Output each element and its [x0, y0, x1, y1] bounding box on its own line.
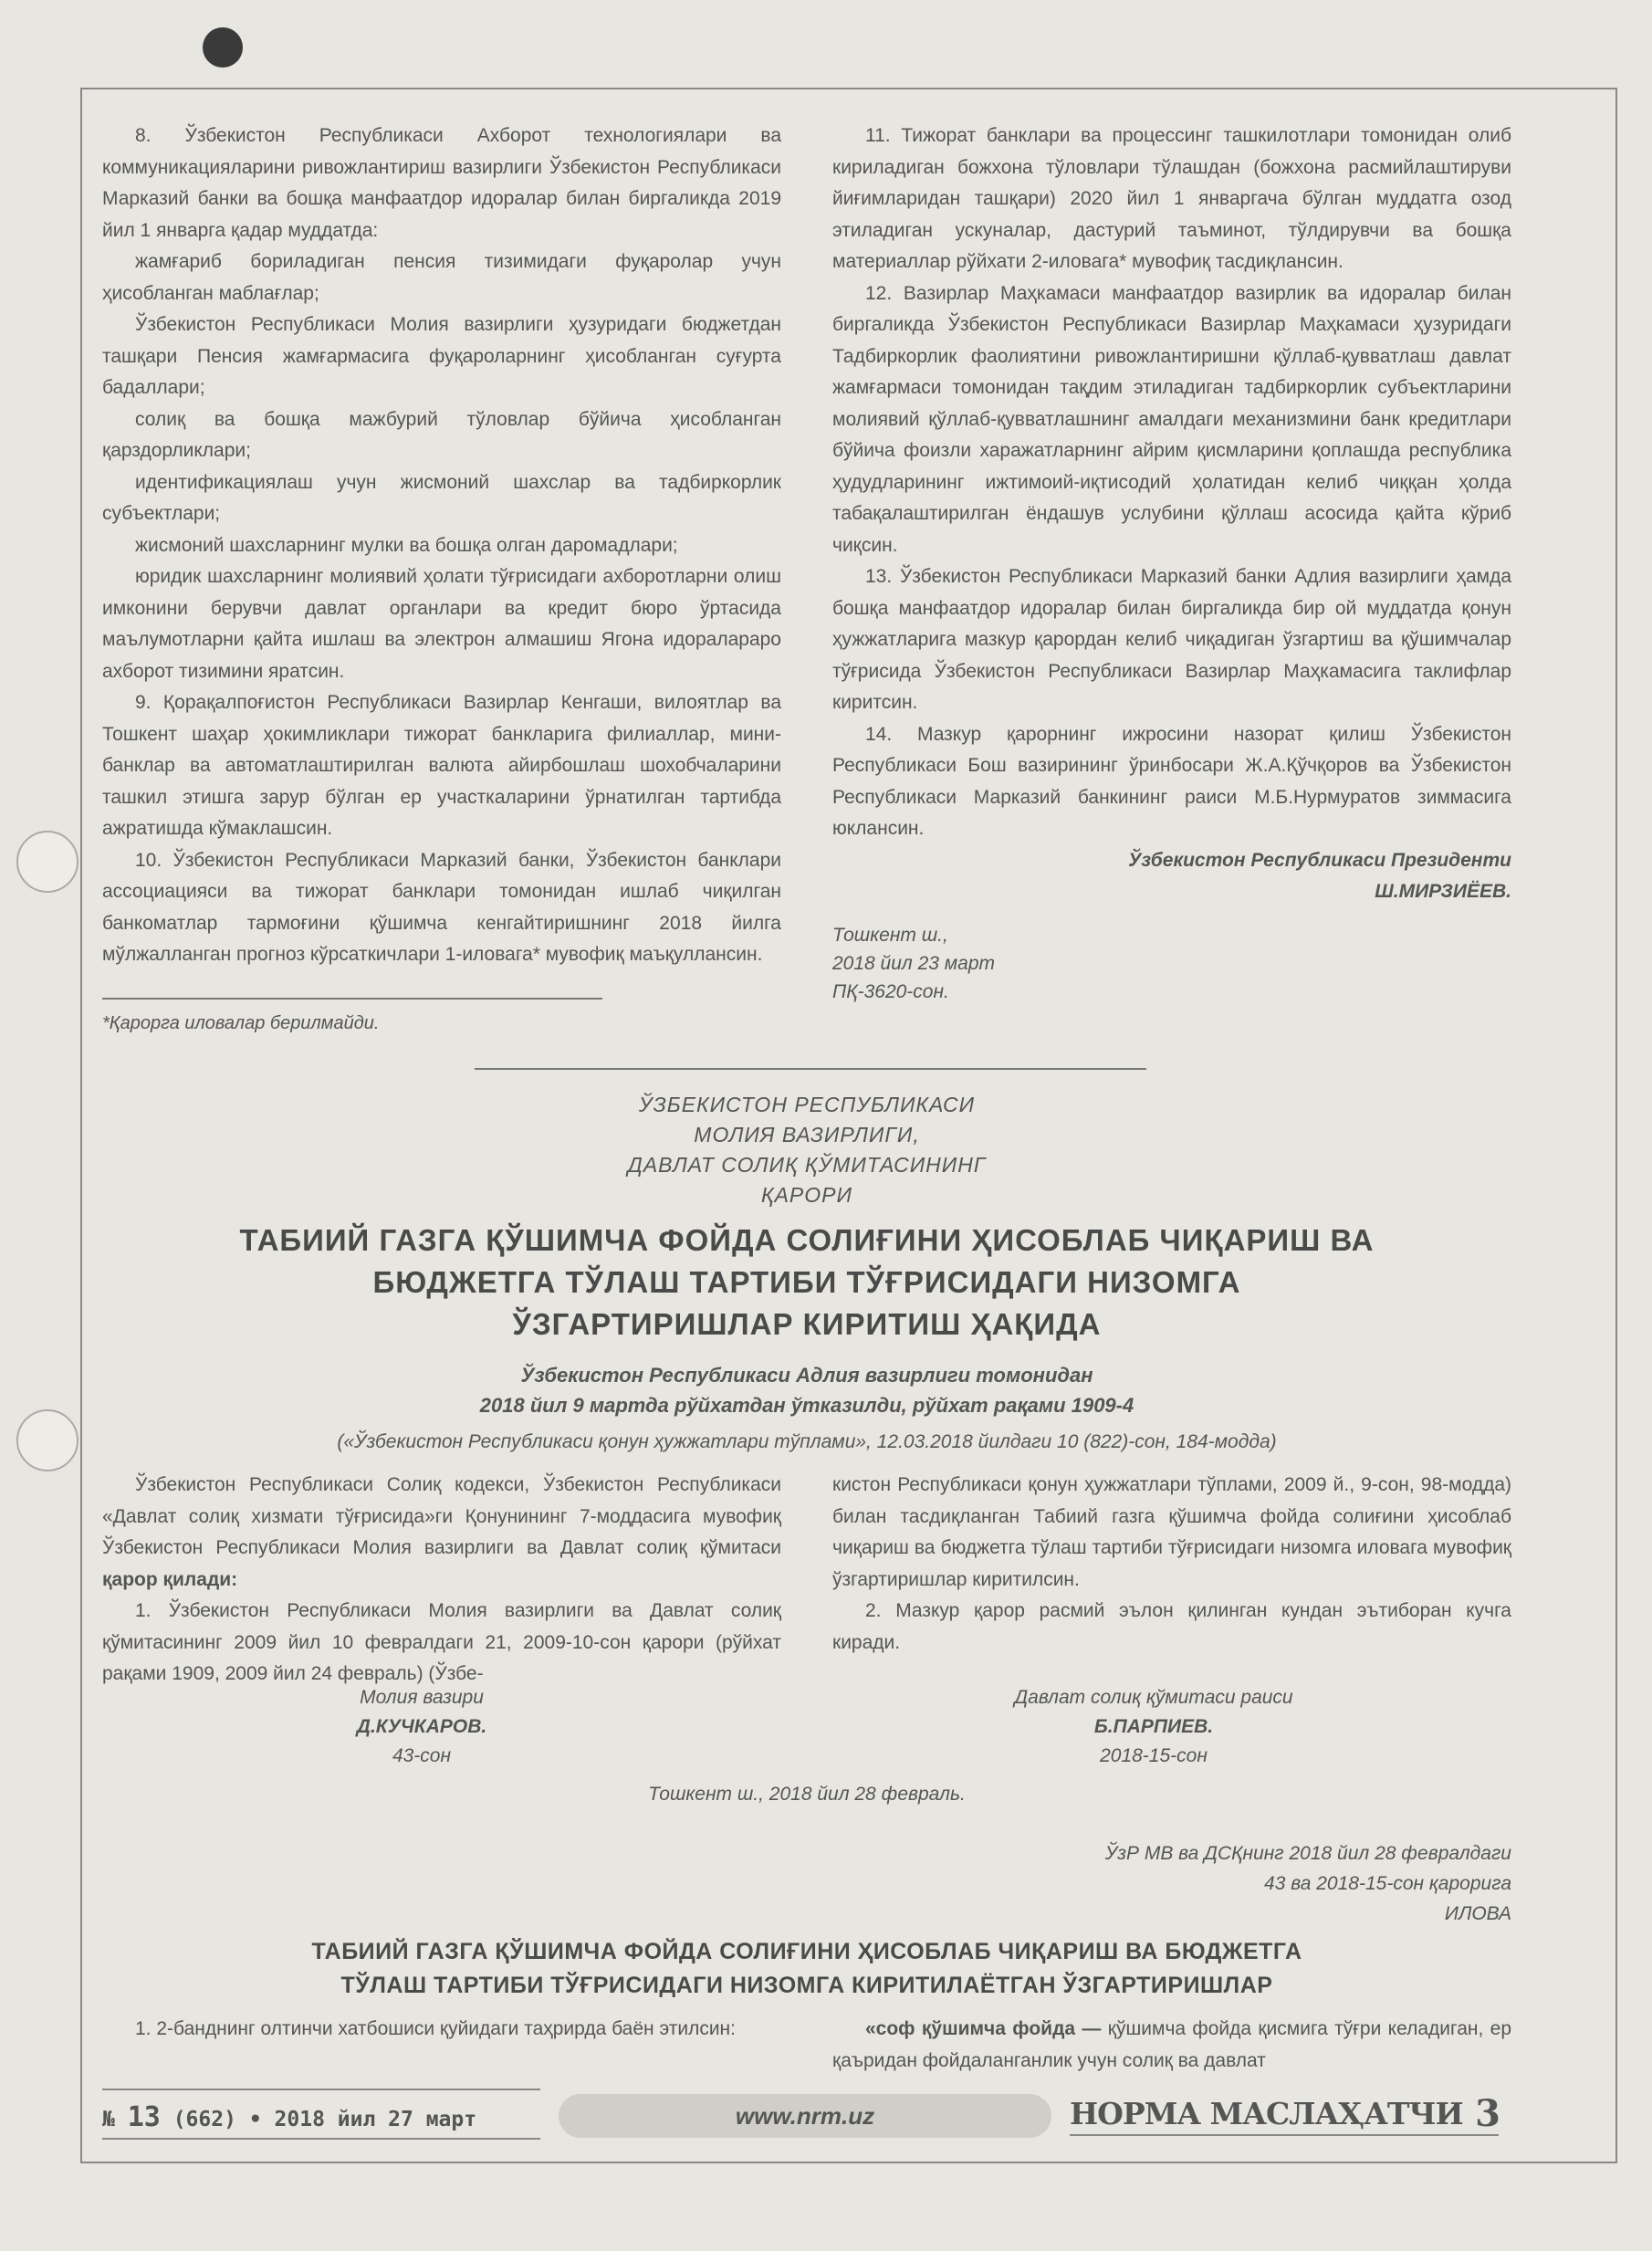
binder-hole-top	[16, 831, 78, 893]
annex-column-right	[832, 2014, 1511, 2077]
issuer-line: ҚАРОРИ	[761, 1183, 852, 1207]
paragraph-text: қўшимча фойда қисмига тўғри келадиган, ер қаъридан фойдаланганлик учун солиқ ва давлат	[832, 2018, 1512, 2071]
decree2-title	[102, 1220, 1511, 1345]
decree2-column-left	[102, 1470, 781, 1691]
registration-line: 2018 йил 9 мартда рўйхатдан ўтказилди, рўйхат рақами 1909-4	[479, 1394, 1134, 1417]
paragraph: 2. Мазкур қарор расмий эълон қилинган кундан эътиборан кучга киради.	[832, 1600, 1511, 1653]
signature-right	[925, 1683, 1382, 1771]
issuer-line: ДАВЛАТ СОЛИҚ ҚЎМИТАСИНИНГ	[627, 1153, 987, 1177]
paragraph: 14. Мазкур қарорнинг ижросини назорат қилиш Ўзбекистон Республикаси Бош вазирининг ўринбосари Ж.А.Қўчқоров ва Ўзбекистон Республикаси Марказий банкининг раиси М.Б.Нурмуратов зиммасига юклансин.	[832, 723, 1511, 839]
paragraph: юридик шахсларнинг молиявий ҳолати тўғрисидаги ахборотларни олиш имконини берувчи давлат органлари ва кредит бюро ўртасида маълумотларни қайта ишлаш ва электрон алмашиш Ягона идоралараро ахборот тизимини яратсин.	[102, 566, 781, 682]
paragraph: 1. Ўзбекистон Республикаси Молия вазирлиги ва Давлат солиқ қўмитасининг 2009 йил 10 февралдаги 21, 2009-10-сон қарори (рўйхат рақами 1909, 2009 йил 24 февраль) (Ўзбе-	[102, 1600, 781, 1684]
decree1-column-left	[102, 120, 781, 971]
signature-left	[193, 1683, 650, 1771]
paragraph: жисмоний шахсларнинг мулки ва бошқа олган даромадлари;	[135, 534, 678, 556]
paragraph: 10. Ўзбекистон Республикаси Марказий банки, Ўзбекистон банклари ассоциацияси ва тижорат банклари томонидан ишлаб чиқилган банкоматлар тармоғини қўшимча кенгайтиришнинг 2018 йилга мўлжалланган прогноз кўрсаткичлари 1-иловага* мувофиқ маъқуллансин.	[102, 849, 781, 965]
paragraph-bold: қарор қилади:	[102, 1568, 238, 1590]
issuer-line: МОЛИЯ ВАЗИРЛИГИ,	[694, 1123, 920, 1146]
paragraph	[102, 1470, 781, 1596]
issue-info	[102, 2101, 476, 2133]
brand-logo: НОРМА МАСЛАҲАТЧИ	[1070, 2096, 1463, 2131]
paragraph: Ўзбекистон Республикаси Молия вазирлиги ҳузуридаги бюджетдан ташқари Пенсия жамғармасига фуқароларнинг ҳисобланган суғурта бадаллари;	[102, 314, 781, 398]
president-title: Ўзбекистон Республикаси Президенти	[1128, 849, 1511, 871]
paragraph-bold: «соф қўшимча фойда —	[865, 2018, 1102, 2039]
decree1-place: Тошкент ш.,	[832, 924, 948, 946]
annex-ref-line: ИЛОВА	[1444, 1903, 1511, 1924]
decree2-issuer	[102, 1090, 1511, 1210]
signature-title: Давлат солиқ қўмитаси раиси	[1014, 1687, 1293, 1708]
decree2-registration	[102, 1360, 1511, 1420]
page-number: 3	[1475, 2092, 1500, 2135]
paragraph	[832, 2014, 1511, 2077]
annex-title	[102, 1935, 1511, 2003]
bullet: •	[248, 2108, 262, 2131]
footer-rule	[102, 2138, 540, 2140]
annex-reference	[1105, 1838, 1511, 1929]
annex-ref-line: 43 ва 2018-15-сон қарорига	[1264, 1873, 1511, 1894]
paragraph: 1. 2-банднинг олтинчи хатбошиси қуйидаги таҳрирда баён этилсин:	[135, 2018, 736, 2039]
paragraph: кистон Республикаси қонун ҳужжатлари тўплами, 2009 й., 9-сон, 98-модда) билан тасдиқланган Табиий газга қўшимча фойда солиғини ҳисоблаб чиқариш ва бюджетга тўлаш тартиби тўғрисидаги низомга иловага мувофиқ ўзгартиришлар киритилсин.	[832, 1474, 1511, 1590]
issue-number: 13	[127, 2101, 161, 2133]
issue-prefix: №	[102, 2108, 115, 2131]
decree1-date: 2018 йил 23 март	[832, 952, 996, 974]
title-line: ТЎЛАШ ТАРТИБИ ТЎҒРИСИДАГИ НИЗОМГА КИРИТИЛАЁТГАН ЎЗГАРТИРИШЛАР	[340, 1973, 1273, 1998]
signature-name: Б.ПАРПИЕВ.	[1093, 1716, 1214, 1737]
brand-underline	[1070, 2134, 1499, 2136]
footnote: *Қарорга иловалар берилмайди.	[102, 1013, 380, 1033]
website-link[interactable]: www.nrm.uz	[559, 2094, 1051, 2138]
paragraph: 13. Ўзбекистон Республикаси Марказий банки Адлия вазирлиги ҳамда бошқа манфаатдор идоралар билан биргаликда бир ой муддатда қонун ҳужжатларига мазкур қарордан келиб чиқадиган ўзгартиш ва қўшимчалар тўғрисида Ўзбекистон Республикаси Вазирлар Маҳкамасига таклифлар киритсин.	[832, 566, 1511, 713]
decree2-column-right	[832, 1470, 1511, 1659]
section-divider	[475, 1068, 1146, 1070]
paragraph: 12. Вазирлар Маҳкамаси манфаатдор вазирлик ва идоралар билан биргаликда Ўзбекистон Республикаси Вазирлар Маҳкамаси ҳузуридаги Тадбиркорлик фаолиятини ривожлантиришни қўллаб-қувватлаш давлат жамғармаси томонидан тақдим этиладиган тадбиркорлик субъектларини молиявий қўллаб-қувватлашнинг амалдаги механизмини банк кредитлари бўйича фоизли харажатларнинг айрим қисмларини қоплашда республика ҳудудларининг ижтимоий-иқтисодий ҳолатидан келиб чиққан ҳолда табақалаштирилган ёндашув услубини қўллаш асосида қайта кўриб чиқсин.	[832, 282, 1511, 556]
signature-title: Молия вазири	[360, 1687, 484, 1708]
paragraph-text: Ўзбекистон Республикаси Солиқ кодекси, Ўзбекистон Республикаси «Давлат солиқ хизмати тўғрисида»ги Қонунининг 7-моддасига мувофиқ Ўзбекистон Республикаси Молия вазирлиги ва Давлат солиқ қўмитаси	[102, 1474, 781, 1558]
issuer-line: ЎЗБЕКИСТОН РЕСПУБЛИКАСИ	[638, 1093, 976, 1116]
paragraph: 8. Ўзбекистон Республикаси Ахборот технологиялари ва коммуникацияларини ривожлантириш вазирлиги Ўзбекистон Республикаси Марказий банки ва бошқа манфаатдор идоралар билан биргаликда 2019 йил 1 январга қадар муддатда:	[102, 125, 781, 241]
issue-total: (662)	[173, 2108, 236, 2131]
footer-rule	[102, 2089, 540, 2090]
paragraph: жамғариб бориладиган пенсия тизимидаги фуқаролар учун ҳисобланган маблағлар;	[102, 251, 781, 304]
binder-hole-bottom	[16, 1409, 78, 1471]
decree2-city-date: Тошкент ш., 2018 йил 28 февраль.	[648, 1784, 966, 1805]
annex-column-left	[102, 2014, 781, 2046]
issue-date: 2018 йил 27 март	[274, 2108, 477, 2131]
footnote-rule	[102, 998, 602, 1000]
decree1-number: ПҚ-3620-сон.	[832, 980, 949, 1002]
ink-blot	[203, 27, 243, 68]
decree2-publication: («Ўзбекистон Республикаси қонун ҳужжатлари тўплами», 12.03.2018 йилдаги 10 (822)-сон, 184-модда)	[337, 1431, 1277, 1452]
annex-ref-line: ЎзР МВ ва ДСҚнинг 2018 йил 28 февралдаги	[1104, 1843, 1511, 1864]
paragraph: 9. Қорақалпоғистон Республикаси Вазирлар Кенгаши, вилоятлар ва Тошкент шаҳар ҳокимликлари тижорат банкларига филиаллар, мини-банклар ва автоматлаштирилган валюта айирбошлаш шохобчаларини ташкил этишга зарур бўлган ер участкаларини ўрнатилган тартибда ажратишда кўмаклашсин.	[102, 692, 781, 839]
title-line: ЎЗГАРТИРИШЛАР КИРИТИШ ҲАҚИДА	[512, 1307, 1102, 1341]
paragraph: 11. Тижорат банклари ва процессинг ташкилотлари томонидан олиб кириладиган божхона тўловлари тўлашдан (божхона расмийлаштируви йиғимларидан ташқари) 2020 йил 1 январгача бўлган муддатга озод этиладиган ускуналар, дастурий таъминот, тўлдирувчи ва бошқа материаллар рўйхати 2-иловага* мувофиқ тасдиқлансин.	[832, 125, 1511, 272]
registration-line: Ўзбекистон Республикаси Адлия вазирлиги томонидан	[520, 1364, 1093, 1387]
title-line: БЮДЖЕТГА ТЎЛАШ ТАРТИБИ ТЎҒРИСИДАГИ НИЗОМГА	[372, 1265, 1241, 1299]
signature-name: Д.КУЧКАРОВ.	[356, 1716, 487, 1737]
signature-number: 2018-15-сон	[1100, 1745, 1208, 1766]
paragraph: идентификациялаш учун жисмоний шахслар ва тадбиркорлик субъектлари;	[102, 471, 781, 524]
president-name: Ш.МИРЗИЁЕВ.	[1375, 881, 1511, 902]
title-line: ТАБИИЙ ГАЗГА ҚЎШИМЧА ФОЙДА СОЛИҒИНИ ҲИСОБЛАБ ЧИҚАРИШ ВА БЮДЖЕТГА	[311, 1939, 1302, 1964]
decree1-column-right	[832, 120, 1511, 1006]
title-line: ТАБИИЙ ГАЗГА ҚЎШИМЧА ФОЙДА СОЛИҒИНИ ҲИСОБЛАБ ЧИҚАРИШ ВА	[239, 1223, 1375, 1257]
paragraph: солиқ ва бошқа мажбурий тўловлар бўйича ҳисобланган қарздорликлари;	[102, 408, 781, 461]
signature-number: 43-сон	[392, 1745, 452, 1766]
page-footer	[102, 2092, 1511, 2140]
